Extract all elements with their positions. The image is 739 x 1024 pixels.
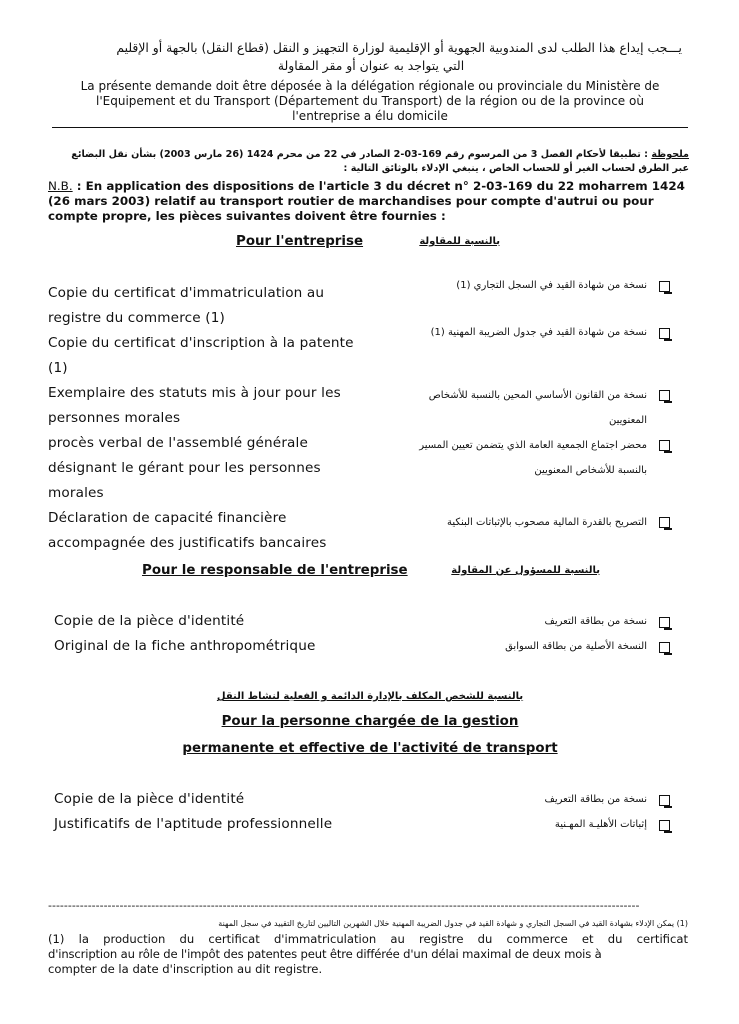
section-gestion-title-fr-1: Pour la personne chargée de la gestion — [221, 714, 519, 729]
section-gestion-title-ar: بالنسبة للشخص المكلف بالإدارة الدائمة و الفعلية لنشاط النقل — [216, 691, 524, 702]
checkbox-fiche-anthropometrique[interactable] — [659, 642, 670, 653]
ar-item-registre-commerce: نسخة من شهادة القيد في السجل التجاري (1) — [456, 280, 647, 291]
ar-item-proces-verbal-cont: بالنسبة للأشخاص المعنويين — [534, 465, 647, 476]
header-arabic-line-1: يـــجب إيداع هذا الطلب لدى المندوبية الجهوية أو الإقليمية لوزارة التجهيز و النقل (قطاع النقل) بالجهة أو الإقليم — [116, 40, 682, 55]
note-french-text-1: : En application des dispositions de l'article 3 du décret n° 2-03-169 du 22 moharrem 1424 — [72, 179, 685, 193]
fr-line: Original de la fiche anthropométrique — [54, 638, 316, 654]
footnote-separator: ----------------------------------------------------------------------------------------------------------------------------------------------------- — [48, 899, 640, 912]
checkbox-proces-verbal[interactable] — [659, 440, 670, 451]
footnote-french-line-1: (1) la production du certificat d'immatriculation au registre du commerce et du certificat — [48, 932, 688, 946]
note-french-line-1 — [48, 179, 698, 194]
ar-item-fiche-anthropometrique: النسخة الأصلية من بطاقة السوابق — [505, 641, 647, 652]
note-arabic-label: ملحوظة — [651, 149, 689, 160]
checkbox-registre-commerce[interactable] — [659, 281, 670, 292]
header-divider — [52, 127, 688, 128]
footnote-french-line-3: compter de la date d'inscription au dit registre. — [48, 962, 323, 976]
checkbox-statuts[interactable] — [659, 390, 670, 401]
header-french-line-3: l'entreprise a élu domicile — [292, 109, 448, 123]
checkbox-capacite-financiere[interactable] — [659, 517, 670, 528]
section-entreprise-title-fr: Pour l'entreprise — [236, 234, 364, 249]
fr-line: personnes morales — [48, 410, 181, 426]
section-entreprise-french-list — [48, 281, 378, 556]
fr-line: Copie de la pièce d'identité — [54, 613, 245, 629]
fr-line: morales — [48, 485, 104, 501]
footnote-arabic: (1) يمكن الإدلاء بشهادة القيد في السجل التجاري و شهادة القيد في جدول الضريبة المهنية خلال الشهرين التاليين لتاريخ التقييد في سجل المهنة — [218, 919, 688, 928]
checkbox-piece-identite-resp[interactable] — [659, 617, 670, 628]
checkbox-patente[interactable] — [659, 328, 670, 339]
fr-line: Exemplaire des statuts mis à jour pour les — [48, 385, 341, 401]
checkbox-piece-identite-gestion[interactable] — [659, 795, 670, 806]
section-responsable-title-ar: بالنسبة للمسؤول عن المقاولة — [451, 565, 600, 576]
ar-item-patente: نسخة من شهادة القيد في جدول الضريبة المهنية (1) — [430, 327, 647, 338]
footnote-french-line-2: d'inscription au rôle de l'impôt des patentes peut être différée d'un délai maximal de deux mois à — [48, 947, 602, 961]
ar-item-aptitude-professionnelle: إثباتات الأهليـة المهـنية — [554, 819, 647, 830]
note-arabic-text-1: : تطبيقا لأحكام الفصل 3 من المرسوم رقم 169-03-2 الصادر في 22 من محرم 1424 (26 مارس 2003) بشأن نقل البضائع — [71, 149, 652, 160]
header-arabic-line-2: التي يتواجد به عنوان أو مقر المقاولة — [277, 58, 465, 73]
fr-line: Copie du certificat d'inscription à la patente — [48, 335, 354, 351]
checkbox-aptitude-professionnelle[interactable] — [659, 820, 670, 831]
section-responsable-french-list — [54, 609, 384, 659]
fr-line: registre du commerce (1) — [48, 310, 225, 326]
note-arabic-line-2: عبر الطرق لحساب الغير أو للحساب الخاص ، ينبغي الإدلاء بالوثائق التالية : — [343, 163, 689, 174]
fr-line: Copie de la pièce d'identité — [54, 791, 245, 807]
note-french-line-2: (26 mars 2003) relatif au transport routier de marchandises pour compte d'autrui ou pour — [48, 194, 654, 208]
note-french-line-3: compte propre, les pièces suivantes doivent être fournies : — [48, 209, 446, 223]
fr-line: (1) — [48, 360, 68, 376]
header-french-line-2: l'Equipement et du Transport (Département du Transport) de la région ou de la province où — [96, 94, 644, 108]
section-entreprise-title-ar: بالنسبة للمقاولة — [419, 236, 500, 247]
ar-item-capacite-financiere: التصريح بالقدرة المالية مصحوب بالإثباتات البنكية — [447, 517, 647, 528]
ar-item-piece-identite-gestion: نسخة من بطاقة التعريف — [544, 794, 647, 805]
fr-line: procès verbal de l'assemblé générale — [48, 435, 308, 451]
fr-line: Justificatifs de l'aptitude professionnelle — [54, 816, 333, 832]
note-french-label: N.B. — [48, 179, 73, 193]
ar-item-statuts: نسخة من القانون الأساسي المحين بالنسبة للأشخاص — [428, 390, 647, 401]
section-gestion-title-fr-2: permanente et effective de l'activité de transport — [182, 741, 558, 756]
fr-line: Copie du certificat d'immatriculation au — [48, 285, 325, 301]
ar-item-piece-identite-resp: نسخة من بطاقة التعريف — [544, 616, 647, 627]
header-french-line-1: La présente demande doit être déposée à la délégation régionale ou provinciale du Ministère de — [80, 79, 660, 93]
note-arabic-line-1 — [48, 148, 689, 161]
section-gestion-french-list — [54, 787, 384, 837]
section-responsable-title-fr: Pour le responsable de l'entreprise — [142, 563, 408, 578]
ar-item-statuts-cont: المعنويين — [608, 415, 647, 426]
fr-line: accompagnée des justificatifs bancaires — [48, 535, 327, 551]
ar-item-proces-verbal: محضر اجتماع الجمعية العامة الذي يتضمن تعيين المسير — [419, 440, 647, 451]
fr-line: Déclaration de capacité financière — [48, 510, 287, 526]
fr-line: désignant le gérant pour les personnes — [48, 460, 321, 476]
